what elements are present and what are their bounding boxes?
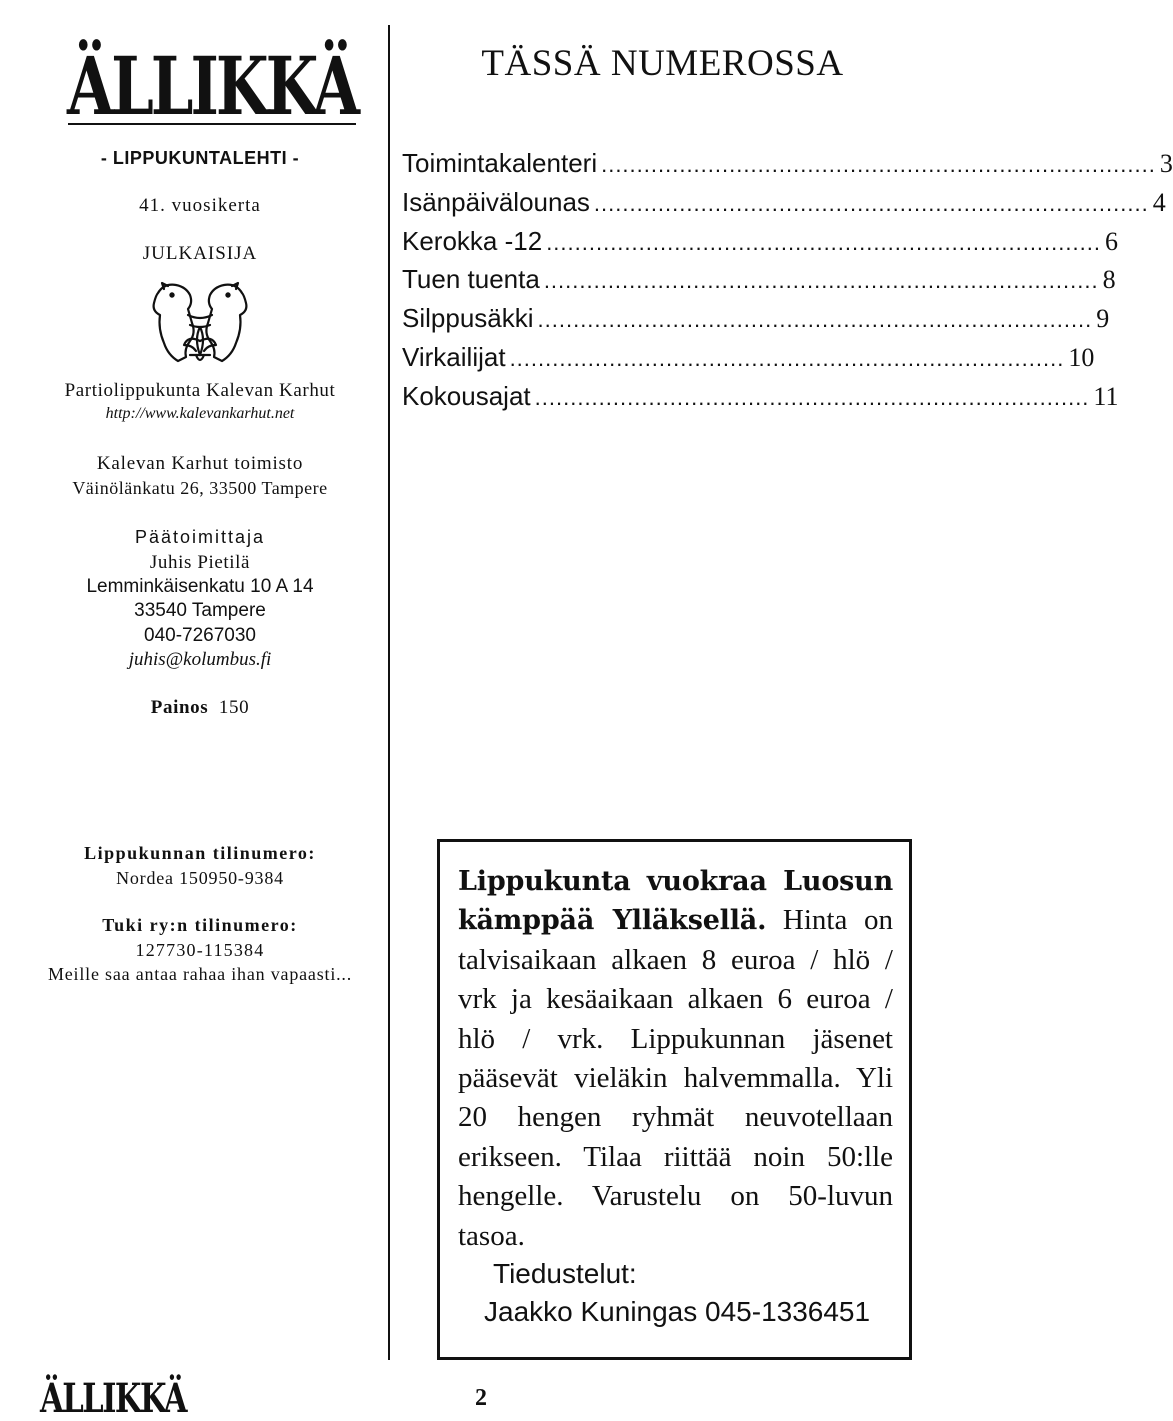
- toc-item[interactable]: [402, 380, 1119, 420]
- editor-phone: 040-7267030: [144, 625, 256, 646]
- bears-emblem-icon: [138, 275, 262, 375]
- notice-contact-label: Tiedustelut:: [493, 1258, 637, 1289]
- publisher-label: JULKAISIJA: [142, 243, 258, 264]
- toc-item-page: 3: [1159, 149, 1173, 178]
- toc-leader-dots: ..............................................................................: [546, 229, 1101, 255]
- editor-name: Juhis Pietilä: [149, 552, 251, 573]
- office-address: Väinölänkatu 26, 33500 Tampere: [72, 478, 328, 498]
- notice-contact-value: Jaakko Kuningas 045-1336451: [484, 1296, 871, 1327]
- footer-logo-text: ÄLLIKKÄ: [39, 1375, 189, 1421]
- toc-item-label: Kerokka -12: [402, 225, 543, 256]
- allikka-logo: [62, 28, 449, 138]
- toc-item-label: Tuen tuenta: [402, 264, 540, 295]
- toc-leader-dots: ..............................................................................: [601, 152, 1156, 177]
- toc-item-label: Toimintakalenteri: [402, 148, 598, 178]
- toc-item-label: Silppusäkki: [402, 303, 534, 334]
- toc-item[interactable]: [402, 264, 1116, 303]
- toc-item[interactable]: [402, 225, 1118, 265]
- office-title: Kalevan Karhut toimisto: [96, 453, 304, 474]
- toc-item[interactable]: [402, 148, 1173, 187]
- toc-item[interactable]: [402, 303, 1110, 342]
- toc-leader-dots: ..............................................................................: [593, 190, 1149, 216]
- troop-account-label: Lippukunnan tilinumero:: [84, 843, 316, 863]
- donation-note: Meille saa antaa rahaa ihan vapaasti...: [47, 964, 353, 984]
- print-run-value: 150: [218, 697, 250, 718]
- toc-item[interactable]: [402, 341, 1095, 381]
- toc-leader-dots: ..............................................................................: [534, 384, 1090, 410]
- magazine-subtitle: - LIPPUKUNTALEHTI -: [100, 148, 300, 168]
- toc-item-page: 4: [1152, 187, 1166, 217]
- toc-item-label: Kokousajat: [402, 380, 531, 411]
- editor-email[interactable]: juhis@kolumbus.fi: [128, 649, 272, 670]
- toc-item-page: 11: [1093, 381, 1119, 411]
- editor-city: 33540 Tampere: [134, 600, 266, 621]
- toc-leader-dots: ..............................................................................: [537, 307, 1093, 333]
- toc-item-page: 8: [1102, 265, 1116, 295]
- editor-label: Päätoimittaja: [134, 527, 266, 547]
- volume-number: 41. vuosikerta: [139, 195, 261, 216]
- page-number: 2: [475, 1385, 487, 1411]
- contents-heading: TÄSSÄ NUMEROSSA: [481, 43, 844, 84]
- toc-item-page: 10: [1068, 342, 1095, 372]
- logo-text: ÄLLIKKÄ: [67, 39, 449, 133]
- support-account-label: Tuki ry:n tilinumero:: [102, 915, 298, 935]
- website-link[interactable]: http://www.kalevankarhut.net: [105, 405, 295, 422]
- allikka-footer-logo: [38, 1372, 189, 1421]
- column-divider: [388, 25, 390, 1360]
- print-run: [20, 697, 380, 719]
- notice-body: Hinta on talvisaikaan alkaen 8 euroa / hlö / vrk ja kesäaikaan alkaen 6 euroa / hlö / vrk. Lippukunnan jäsenet pääsevät vieläkin halvemmalla. Yli 20 hengen ryhmät neuvotellaan erikseen. Tilaa riittää noin 50:lle hengelle. Varustelu on 50-luvun tasoa.: [458, 904, 893, 1252]
- support-account-value: 127730-115384: [135, 940, 265, 960]
- toc-leader-dots: ..............................................................................: [543, 268, 1099, 294]
- notice-headline: Lippukunta vuokraa Luosun kämppää Ylläksellä.: [458, 866, 893, 937]
- toc-item-page: 6: [1104, 226, 1118, 256]
- table-of-contents: [402, 148, 1173, 420]
- toc-item-label: Isänpäivälounas: [402, 186, 590, 217]
- toc-item-page: 9: [1096, 304, 1110, 334]
- editor-street: Lemminkäisenkatu 10 A 14: [86, 576, 314, 597]
- publisher-name: Partiolippukunta Kalevan Karhut: [64, 380, 336, 401]
- troop-account-value: Nordea 150950-9384: [116, 868, 284, 888]
- toc-item-label: Virkailijat: [402, 341, 506, 372]
- toc-leader-dots: ..............................................................................: [509, 345, 1065, 371]
- notice-paragraph: [458, 862, 893, 1256]
- print-run-label: Painos: [150, 697, 209, 718]
- toc-item[interactable]: [402, 186, 1166, 226]
